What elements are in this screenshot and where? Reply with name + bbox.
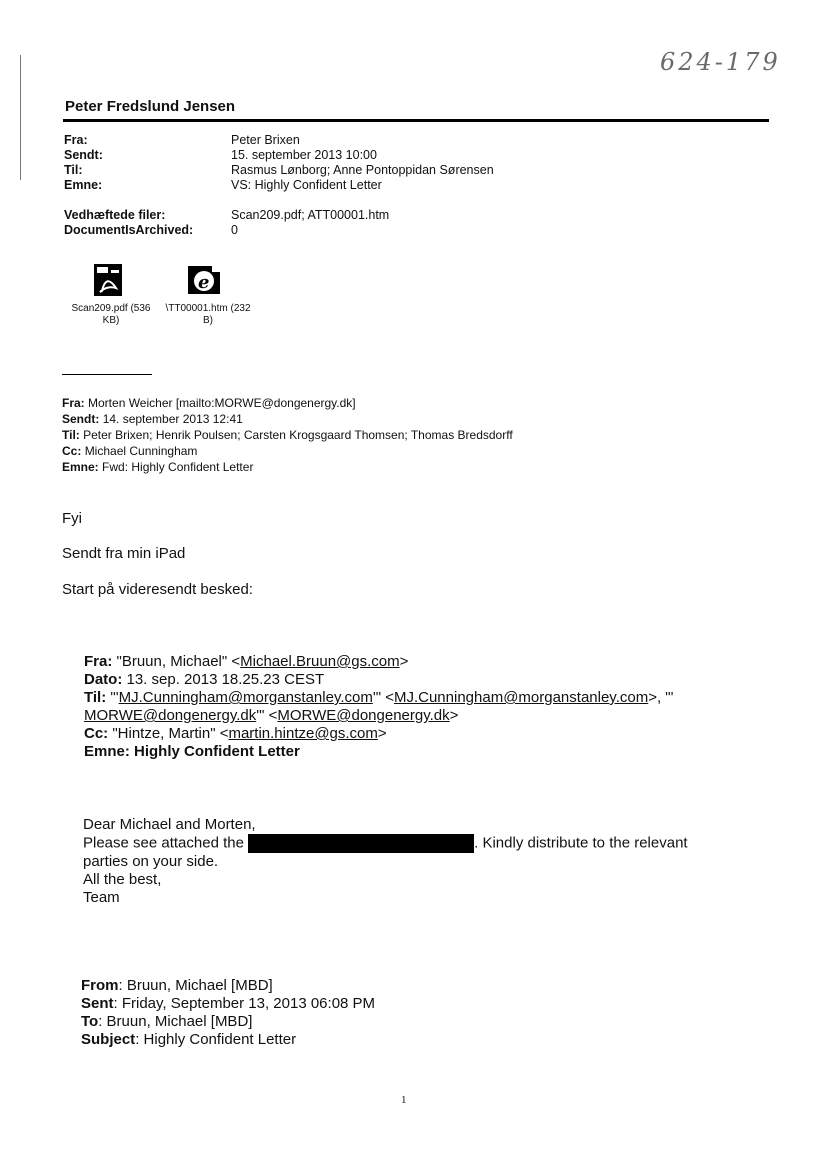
header-rule bbox=[63, 119, 769, 122]
letter-line1-post: . Kindly distribute to the relevant bbox=[474, 834, 688, 852]
from-label: Fra: bbox=[64, 133, 88, 147]
message1-line3: Start på videresendt besked: bbox=[62, 581, 253, 598]
pdf-icon bbox=[94, 264, 122, 296]
fwd1-to-value: Peter Brixen; Henrik Poulsen; Carsten Krogsgaard Thomsen; Thomas Bredsdorff bbox=[83, 428, 513, 442]
archived-value: 0 bbox=[231, 223, 238, 237]
letter-line3: All the best, bbox=[83, 871, 162, 888]
fwd1-from-label: Fra: bbox=[62, 396, 85, 410]
attachment-pdf[interactable] bbox=[62, 264, 160, 327]
sent-value: 15. september 2013 10:00 bbox=[231, 148, 377, 162]
fwd2-to-email1[interactable]: MJ.Cunningham@morganstanley.com bbox=[118, 689, 373, 706]
fwd2-to-email3[interactable]: MORWE@dongenergy.dk bbox=[84, 707, 257, 724]
attachment-htm[interactable] bbox=[158, 264, 258, 327]
attachments-value: Scan209.pdf; ATT00001.htm bbox=[231, 208, 390, 222]
fwd1-cc-value: Michael Cunningham bbox=[84, 444, 198, 458]
fwd1-sent-label: Sendt: bbox=[62, 412, 100, 426]
fwd2-to-pre: "' bbox=[110, 689, 119, 706]
forward1-header bbox=[62, 395, 782, 475]
fwd1-from-value: Morten Weicher [mailto:MORWE@dongenergy.dk] bbox=[88, 396, 356, 410]
pdf-label-line1: Scan209.pdf (536 bbox=[71, 303, 151, 314]
letter-body bbox=[83, 816, 763, 907]
orig-sent-value: : Friday, September 13, 2013 06:08 PM bbox=[113, 995, 376, 1012]
to-label: Til: bbox=[64, 163, 83, 177]
orig-to-label: To bbox=[81, 1013, 99, 1030]
to-value: Rasmus Lønborg; Anne Pontoppidan Sørensen bbox=[231, 163, 494, 177]
message1-line1: Fyi bbox=[62, 510, 82, 527]
orig-subject-value: : Highly Confident Letter bbox=[135, 1031, 297, 1048]
letter-line1-pre: Please see attached the bbox=[83, 834, 244, 852]
fwd2-from-name: "Bruun, Michael" < bbox=[116, 653, 241, 670]
redaction-block bbox=[248, 834, 474, 853]
fwd2-from-label: Fra: bbox=[84, 653, 113, 670]
fwd1-subject-label: Emne: bbox=[62, 460, 99, 474]
fwd2-to-email2[interactable]: MJ.Cunningham@morganstanley.com bbox=[393, 689, 649, 706]
email-header bbox=[64, 133, 764, 238]
fwd1-subject-value: Fwd: Highly Confident Letter bbox=[102, 460, 254, 474]
fwd2-to-label: Til: bbox=[84, 689, 107, 706]
fwd1-cc-label: Cc: bbox=[62, 444, 82, 458]
letter-salutation: Dear Michael and Morten, bbox=[83, 816, 256, 833]
fwd2-subject-value: Highly Confident Letter bbox=[134, 743, 300, 760]
forward-separator bbox=[62, 374, 152, 375]
subject-value: VS: Highly Confident Letter bbox=[231, 178, 382, 192]
archived-label: DocumentIsArchived: bbox=[64, 223, 194, 237]
fwd2-cc-name: "Hintze, Martin" < bbox=[112, 725, 229, 742]
orig-from-label: From bbox=[81, 977, 119, 994]
fwd2-cc-email[interactable]: martin.hintze@gs.com bbox=[228, 725, 378, 742]
fwd2-cc-label: Cc: bbox=[84, 725, 109, 742]
original-header bbox=[81, 977, 761, 1049]
fwd2-to-post: >, "' bbox=[648, 689, 674, 706]
fwd2-from-email[interactable]: Michael.Bruun@gs.com bbox=[240, 653, 400, 670]
svg-text:e: e bbox=[198, 272, 210, 293]
fwd2-to-mid2: '" < bbox=[256, 707, 278, 724]
handwritten-reference: 624-179 bbox=[660, 48, 781, 76]
from-value: Peter Brixen bbox=[231, 133, 300, 147]
subject-label: Emne: bbox=[64, 178, 103, 192]
fwd2-cc-end: > bbox=[377, 725, 387, 742]
fwd2-to-email4[interactable]: MORWE@dongenergy.dk bbox=[277, 707, 450, 724]
page-number: 1 bbox=[401, 1094, 407, 1106]
message1-line2: Sendt fra min iPad bbox=[62, 545, 186, 562]
forward2-header bbox=[84, 653, 774, 761]
sent-label: Sendt: bbox=[64, 148, 103, 162]
htm-label-line2: B) bbox=[203, 315, 213, 326]
mailbox-owner-name: Peter Fredslund Jensen bbox=[65, 98, 236, 115]
fwd1-sent-value: 14. september 2013 12:41 bbox=[102, 412, 243, 426]
fwd1-to-label: Til: bbox=[62, 428, 80, 442]
orig-sent-label: Sent bbox=[81, 995, 114, 1012]
orig-subject-label: Subject bbox=[81, 1031, 136, 1048]
orig-to-value: : Bruun, Michael [MBD] bbox=[98, 1013, 253, 1030]
attachments-label: Vedhæftede filer: bbox=[64, 208, 166, 222]
letter-line2: parties on your side. bbox=[83, 853, 219, 870]
fwd2-date-value: 13. sep. 2013 18.25.23 CEST bbox=[126, 671, 325, 688]
fwd2-to-mid: '" < bbox=[372, 689, 394, 706]
pdf-label-line2: KB) bbox=[102, 315, 120, 326]
orig-from-value: : Bruun, Michael [MBD] bbox=[118, 977, 273, 994]
fwd2-subject-label: Emne: bbox=[84, 743, 130, 760]
htm-label-line1: \TT00001.htm (232 bbox=[165, 303, 251, 314]
scan-edge-mark bbox=[20, 55, 21, 180]
fwd2-from-end: > bbox=[399, 653, 409, 670]
fwd2-date-label: Dato: bbox=[84, 671, 123, 688]
fwd2-to-end: > bbox=[449, 707, 459, 724]
ie-htm-icon bbox=[188, 264, 220, 296]
letter-line4: Team bbox=[83, 889, 120, 906]
